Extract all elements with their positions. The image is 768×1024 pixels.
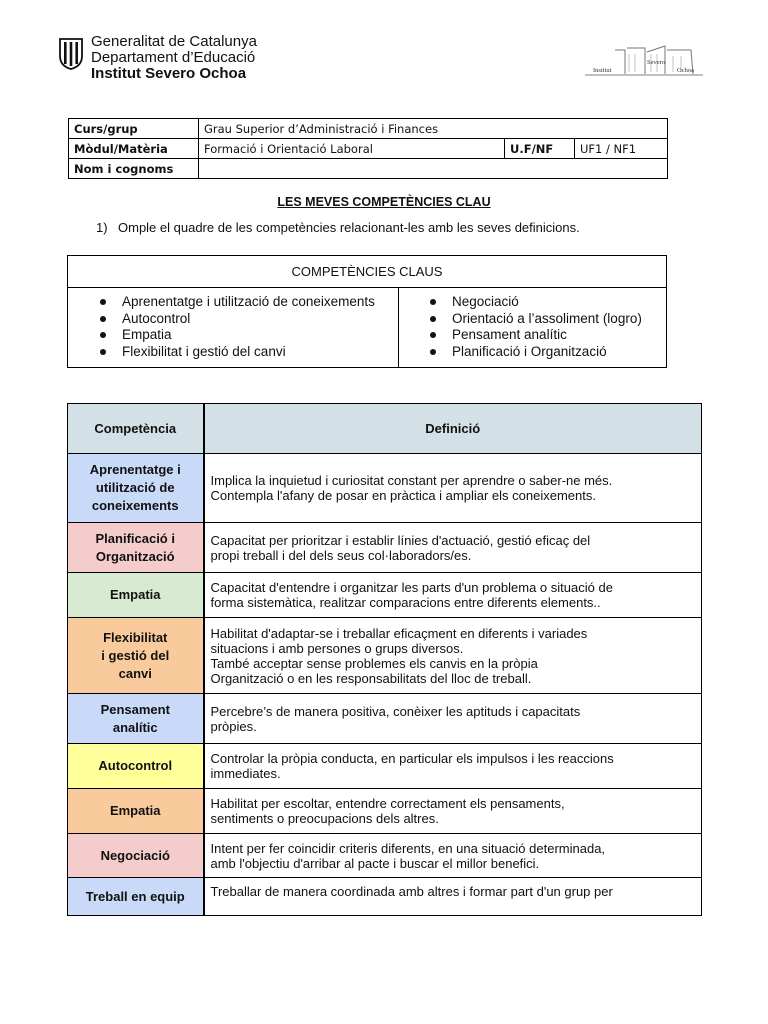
table-row	[68, 744, 702, 789]
competency-item: Orientació a l’assoliment (logro)	[428, 311, 666, 328]
competence-cell	[68, 694, 204, 744]
competency-item: Flexibilitat i gestió del canvi	[98, 344, 398, 361]
competency-item: Pensament analític	[428, 327, 666, 344]
definition-text: Capacitat d'entendre i organitzar les parts d'un problema o situació de	[210, 580, 613, 595]
course-info-table	[68, 118, 668, 179]
definition-cell	[204, 573, 702, 618]
instruction-number: 1)	[96, 220, 108, 235]
instruction	[96, 220, 580, 235]
logo-text-severo: Severo	[647, 59, 666, 66]
competency-item: Planificació i Organització	[428, 344, 666, 361]
competence-text: Pensament	[100, 701, 170, 717]
competence-text: canvi	[118, 665, 152, 681]
definition-cell	[204, 618, 702, 694]
definition-text: Intent per fer coincidir criteris diferents, en una situació determinada,	[210, 840, 606, 856]
competence-text: Treball en equip	[85, 888, 185, 904]
competence-cell	[68, 744, 204, 789]
competence-cell	[68, 878, 204, 916]
table-row	[68, 694, 702, 744]
course-row	[69, 119, 668, 139]
definition-text: Contempla l'afany de posar en pràctica i ampliar els coneixements.	[210, 488, 596, 503]
institut-severo-ochoa-logo	[585, 44, 703, 80]
module-value: Formació i Orientació Laboral	[199, 139, 505, 159]
table-row	[68, 618, 702, 694]
definition-text: immediates.	[210, 766, 281, 781]
competence-text: Empatia	[109, 587, 161, 602]
course-label: Curs/grup	[69, 119, 199, 139]
definition-text: sentiments o preocupacions dels altres.	[210, 811, 439, 826]
competence-text: Negociació	[100, 847, 170, 863]
competence-text: Autocontrol	[98, 758, 173, 773]
competence-text: Empatia	[109, 803, 161, 818]
name-row	[69, 159, 668, 179]
course-value: Grau Superior d’Administració i Finances	[199, 119, 668, 139]
table-row	[68, 523, 702, 573]
organization-header	[91, 34, 257, 82]
definition-cell	[204, 789, 702, 834]
definition-text: Controlar la pròpia conducta, en particular els impulsos i les reaccions	[210, 751, 614, 766]
institute-name: Institut Severo Ochoa	[91, 65, 247, 82]
definitions-table-header	[68, 404, 702, 454]
competence-text: coneixements	[91, 498, 179, 513]
competence-text: analític	[112, 719, 158, 735]
competence-text: Flexibilitat	[103, 629, 168, 645]
competence-cell	[68, 618, 204, 694]
definition-cell	[204, 744, 702, 789]
competency-item: Autocontrol	[98, 311, 398, 328]
definition-cell	[204, 834, 702, 878]
competencies-box	[67, 255, 667, 368]
competence-text: Aprenentatge i	[89, 462, 181, 477]
table-row	[68, 878, 702, 916]
definition-text: propi treball i del dels seus col·laboradors/es.	[210, 547, 472, 563]
competence-text: Organització	[95, 548, 175, 564]
department-name: Departament d’Educació	[91, 49, 256, 66]
definition-cell	[204, 454, 702, 523]
uf-value: UF1 / NF1	[575, 139, 668, 159]
definition-text: pròpies.	[210, 718, 257, 734]
competencies-list-left	[68, 288, 399, 367]
competence-cell	[68, 573, 204, 618]
generalitat-logo-icon	[57, 38, 85, 70]
competence-cell	[68, 523, 204, 573]
competence-text: Planificació i	[95, 530, 175, 546]
module-row	[69, 139, 668, 159]
competence-cell	[68, 454, 204, 523]
definition-cell	[204, 523, 702, 573]
instruction-text: Omple el quadre de les competències relacionant-les amb les seves definicions.	[118, 220, 580, 235]
definition-column-header: Definició	[204, 404, 702, 454]
uf-label: U.F/NF	[505, 139, 575, 159]
competence-text: i gestió del	[101, 647, 170, 663]
name-label: Nom i cognoms	[69, 159, 199, 179]
competency-item: Negociació	[428, 294, 666, 311]
competency-item: Empatia	[98, 327, 398, 344]
definition-cell	[204, 878, 702, 916]
definition-text: Organització o en les responsabilitats del lloc de treball.	[210, 670, 532, 686]
definition-text: Treballar de manera coordinada amb altres i formar part d'un grup per	[210, 884, 613, 899]
competencies-box-heading: COMPETÈNCIES CLAUS	[68, 256, 666, 288]
competencies-list-right	[399, 288, 666, 367]
logo-text-ochoa: Ochoa	[677, 67, 694, 74]
competence-cell	[68, 834, 204, 878]
name-field[interactable]	[199, 159, 668, 179]
definitions-table	[67, 403, 702, 916]
definition-cell	[204, 694, 702, 744]
table-row	[68, 789, 702, 834]
definition-text: Percebre’s de manera positiva, conèixer les aptituds i capacitats	[210, 703, 581, 719]
page-title: LES MEVES COMPETÈNCIES CLAU	[277, 195, 491, 209]
definition-text: Capacitat per prioritzar i establir línies d'actuació, gestió eficaç del	[210, 532, 591, 548]
definition-text: Implica la inquietud i curiositat constant per aprendre o saber-ne més.	[210, 473, 613, 488]
definition-text: Habilitat d'adaptar-se i treballar eficaçment en diferents i variades	[210, 625, 588, 641]
competency-item: Aprenentatge i utilització de coneixements	[98, 294, 398, 311]
competence-text: utilització de	[95, 480, 175, 495]
definition-text: També acceptar sense problemes els canvis en la pròpia	[210, 655, 538, 671]
table-row	[68, 834, 702, 878]
table-row	[68, 573, 702, 618]
definition-text: amb l'objectiu d'arribar al pacte i buscar el millor benefici.	[210, 855, 540, 871]
definition-text: Habilitat per escoltar, entendre correctament els pensaments,	[210, 796, 565, 811]
table-row	[68, 454, 702, 523]
competence-cell	[68, 789, 204, 834]
competence-column-header: Competència	[68, 404, 204, 454]
definition-text: forma sistemàtica, realitzar comparacions entre diferents elements..	[210, 595, 601, 610]
definition-text: situacions i amb persones o grups diversos.	[210, 640, 464, 656]
logo-text-institut: Institut	[593, 67, 612, 74]
org-name: Generalitat de Catalunya	[91, 33, 257, 50]
module-label: Mòdul/Matèria	[69, 139, 199, 159]
